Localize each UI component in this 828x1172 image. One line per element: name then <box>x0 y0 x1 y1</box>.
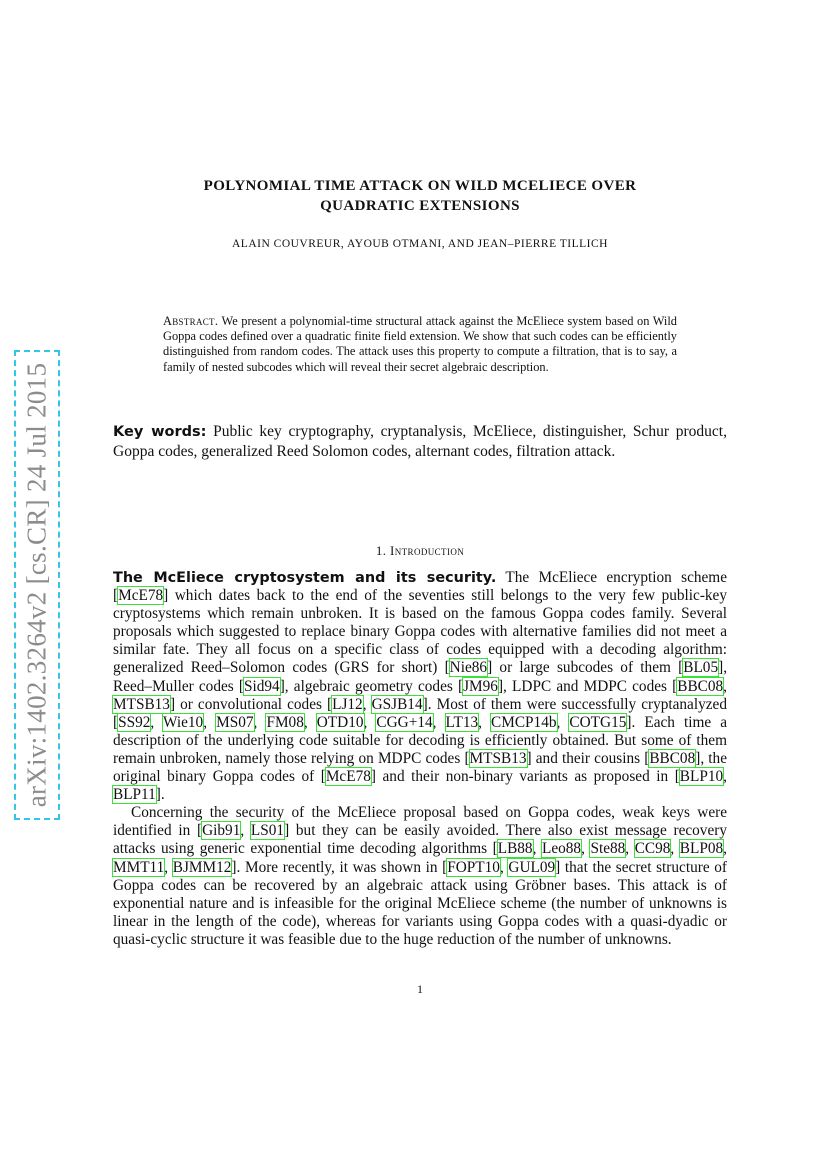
text-run: ] that the secret structure of Goppa codes can be recovered by an algebraic attack using Gröbner bases. This attack is of exponential nature and is infeasible for the original McEliece scheme (the number of unknowns is linear in the length of the code), whereas for variants using Goppa codes with a quasi-dyadic or quasi-cyclic structure it was feasible due to the huge reduction of the number of unknowns. <box>113 858 728 948</box>
citation-link[interactable]: OTD10 <box>316 713 364 731</box>
citation-link[interactable]: LB88 <box>497 840 533 858</box>
citation-link[interactable]: Gib91 <box>202 822 241 840</box>
citation-link[interactable]: MMT11 <box>113 858 165 876</box>
page-number: 1 <box>417 982 423 996</box>
citation-link[interactable]: BLP08 <box>679 840 724 858</box>
paragraph-1 <box>113 569 727 804</box>
citation-link[interactable]: McE78 <box>325 768 371 786</box>
text-run: ], algebraic geometry codes [ <box>279 677 464 695</box>
text-run: ], LDPC and MDPC codes [ <box>497 677 678 695</box>
citation-link[interactable]: FM08 <box>266 713 304 731</box>
paragraph-heading: The McEliece cryptosystem and its security. <box>113 570 497 586</box>
text-run: , <box>150 713 164 731</box>
citation-link[interactable]: BLP10 <box>679 768 724 786</box>
citation-link[interactable]: CC98 <box>634 840 671 858</box>
text-run: , <box>253 713 267 731</box>
text-run: , <box>362 695 372 713</box>
text-run: , <box>670 840 680 858</box>
text-run: ] which dates back to the end of the seventies still belongs to the very few public-key cryptosystems which remain unbroken. It is based on the famous Goppa codes family. Several proposals which suggested to replace binary Goppa codes with alternative families did not meet a similar fate. They all focus on a specific class of codes equipped with a decoding algorithm: generalized Reed–Solomon codes (GRS for short) [ <box>113 587 727 677</box>
citation-link[interactable]: CGG+14 <box>376 713 433 731</box>
text-run: , <box>625 840 635 858</box>
author-list: ALAIN COUVREUR, AYOUB OTMANI, AND JEAN–PIERRE TILLICH <box>232 238 608 250</box>
arxiv-stamp[interactable] <box>14 350 60 820</box>
text-run: ] or large subcodes of them [ <box>487 659 684 677</box>
citation-link[interactable]: LT13 <box>445 713 479 731</box>
text-run: , <box>499 858 509 876</box>
citation-link[interactable]: MTSB13 <box>113 695 170 713</box>
citation-link[interactable]: BL05 <box>683 659 719 677</box>
text-run: ], Reed–Muller codes [ <box>113 659 728 695</box>
text-run: Concerning the security of the McEliece proposal based on Goppa codes, weak keys were identified in [ <box>113 804 727 840</box>
section-title: Introduction <box>390 543 465 558</box>
keywords <box>113 422 727 461</box>
keywords-label: Key words: <box>113 424 207 440</box>
text-run: , <box>164 858 173 876</box>
citation-link[interactable]: CMCP14b <box>491 713 557 731</box>
text-run: , <box>723 677 727 695</box>
citation-link[interactable]: FOPT10 <box>447 858 500 876</box>
citation-link[interactable]: BJMM12 <box>172 858 232 876</box>
section-number: 1. <box>375 543 391 558</box>
text-run: , <box>203 713 217 731</box>
abstract-label: Abstract. <box>163 314 219 328</box>
abstract <box>163 314 677 375</box>
text-run: ] and their non-binary variants as proposed in [ <box>370 768 680 786</box>
title-line-2: QUADRATIC EXTENSIONS <box>320 198 520 214</box>
citation-link[interactable]: GSJB14 <box>371 695 423 713</box>
abstract-text: We present a polynomial-time structural attack against the McEliece system based on Wild Goppa codes defined over a quadratic finite field extension. We show that such codes can be efficiently distinguished from random codes. The attack uses this property to compute a filtration, that is to say, a family of nested subcodes which will reveal their secret algebraic description. <box>163 314 677 374</box>
citation-link[interactable]: Ste88 <box>590 840 626 858</box>
citation-link[interactable]: BBC08 <box>677 677 724 695</box>
citation-link[interactable]: Nie86 <box>449 659 488 677</box>
text-run: , <box>303 713 317 731</box>
text-run: , <box>723 768 727 786</box>
citation-link[interactable]: JM96 <box>463 677 498 695</box>
citation-link[interactable]: SS92 <box>118 713 151 731</box>
text-run: ]. Most of them were successfully cryptanalyzed [ <box>113 695 727 731</box>
text-run: , <box>432 713 446 731</box>
text-run: ]. <box>155 786 165 804</box>
citation-link[interactable]: Leo88 <box>541 840 582 858</box>
text-run: , <box>363 713 377 731</box>
paragraph-2 <box>113 804 727 949</box>
text-run: ], the original binary Goppa codes of [ <box>113 749 727 786</box>
text-run: , <box>532 840 542 858</box>
text-run: , <box>240 822 251 840</box>
citation-link[interactable]: Wie10 <box>163 713 204 731</box>
text-run: The McEliece encryption scheme [ <box>113 569 727 605</box>
citation-link[interactable]: BBC08 <box>649 749 696 767</box>
citation-link[interactable]: COTG15 <box>569 713 627 731</box>
text-run: , <box>723 840 727 858</box>
title-line-1: POLYNOMIAL TIME ATTACK ON WILD MCELIECE OVER <box>203 178 637 194</box>
text-run: , <box>581 840 591 858</box>
text-run: ]. Each time a description of the underlying code suitable for decoding is efficiently obtained. But some of them remain unbroken, namely those relying on MDPC codes [ <box>113 713 728 767</box>
text-run: ] or convolutional codes [ <box>169 695 333 713</box>
section-heading <box>113 543 727 559</box>
citation-link[interactable]: LS01 <box>250 822 285 840</box>
citation-link[interactable]: LJ12 <box>332 695 363 713</box>
arxiv-identifier: arXiv:1402.3264v2 [cs.CR] 24 Jul 2015 <box>21 362 52 808</box>
text-run: ] and their cousins [ <box>526 749 650 767</box>
paper-title <box>113 176 727 216</box>
citation-link[interactable]: BLP11 <box>113 786 156 804</box>
citation-link[interactable]: McE78 <box>118 587 164 605</box>
text-run: , <box>478 713 492 731</box>
citation-link[interactable]: MTSB13 <box>469 749 527 767</box>
body-text <box>113 569 727 949</box>
citation-link[interactable]: MS07 <box>216 713 254 731</box>
text-run: ]. More recently, it was shown in [ <box>231 858 448 876</box>
keywords-text: Public key cryptography, cryptanalysis, McEliece, distinguisher, Schur product, Goppa codes, generalized Reed Solomon codes, alternant codes, filtration attack. <box>113 423 727 460</box>
citation-link[interactable]: Sid94 <box>244 677 280 695</box>
text-run: , <box>556 713 570 731</box>
citation-link[interactable]: GUL09 <box>508 858 556 876</box>
text-run: ] but they can be easily avoided. There also exist message recovery attacks using generic exponential time decoding algorithms [ <box>113 822 727 858</box>
